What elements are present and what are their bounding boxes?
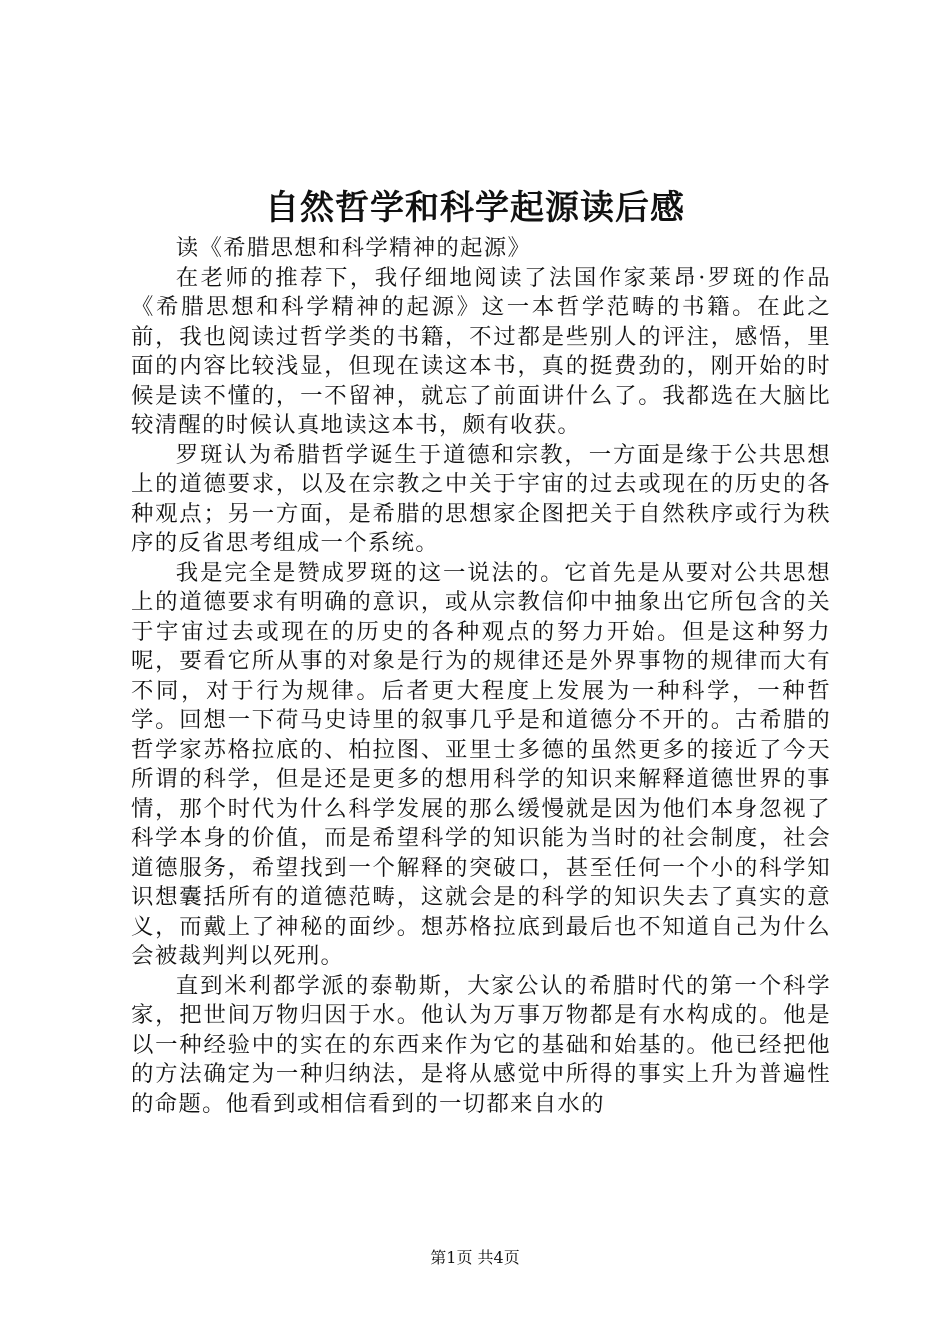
page-number-footer: 第1页 共4页 xyxy=(430,1248,520,1267)
page-title: 自然哲学和科学起源读后感 xyxy=(265,188,685,228)
body-paragraph: 我是完全是赞成罗斑的这一说法的。它首先是从要对公共思想上的道德要求有明确的意识，或从宗教信仰中抽象出它所包含的关于宇宙过去或现在的历史的各种观点的努力开始。但是这种努力呢，要看它所从事的对象是行为的规律还是外界事物的规律而大有不同，对于行为规律。后者更大程度上发展为一种科学，一种哲学。回想一下荷马史诗里的叙事几乎是和道德分不开的。古希腊的哲学家苏格拉底的、柏拉图、亚里士多德的虽然更多的接近了今天所谓的科学，但是还是更多的想用科学的知识来解释道德世界的事情，那个时代为什么科学发展的那么缓慢就是因为他们本身忽视了科学本身的价值，而是希望科学的知识能为当时的社会制度，社会道德服务，希望找到一个解释的突破口，甚至任何一个小的科学知识想囊括所有的道德范畴，这就会是的科学的知识失去了真实的意义，而戴上了神秘的面纱。想苏格拉底到最后也不知道自己为什么会被裁判判以死刑。 xyxy=(131,559,831,969)
document-body xyxy=(131,234,831,1119)
body-paragraph: 直到米利都学派的泰勒斯，大家公认的希腊时代的第一个科学家，把世间万物归因于水。他认为万事万物都是有水构成的。他是以一种经验中的实在的东西来作为它的基础和始基的。他已经把他的方法确定为一种归纳法，是将从感觉中所得的事实上升为普遍性的命题。他看到或相信看到的一切都来自水的 xyxy=(131,972,831,1117)
body-paragraph: 在老师的推荐下，我仔细地阅读了法国作家莱昂·罗斑的作品《希腊思想和科学精神的起源》这一本哲学范畴的书籍。在此之前，我也阅读过哲学类的书籍，不过都是些别人的评注，感悟，里面的内容比较浅显，但现在读这本书，真的挺费劲的，刚开始的时候是读不懂的，一不留神，就忘了前面讲什么了。我都选在大脑比较清醒的时候认真地读这本书，颇有收获。 xyxy=(131,264,831,438)
body-paragraph: 罗斑认为希腊哲学诞生于道德和宗教，一方面是缘于公共思想上的道德要求，以及在宗教之中关于宇宙的过去或现在的历史的各种观点；另一方面，是希腊的思想家企图把关于自然秩序或行为秩序的反省思考组成一个系统。 xyxy=(131,441,831,556)
subtitle-paragraph: 读《希腊思想和科学精神的起源》 xyxy=(175,235,532,261)
